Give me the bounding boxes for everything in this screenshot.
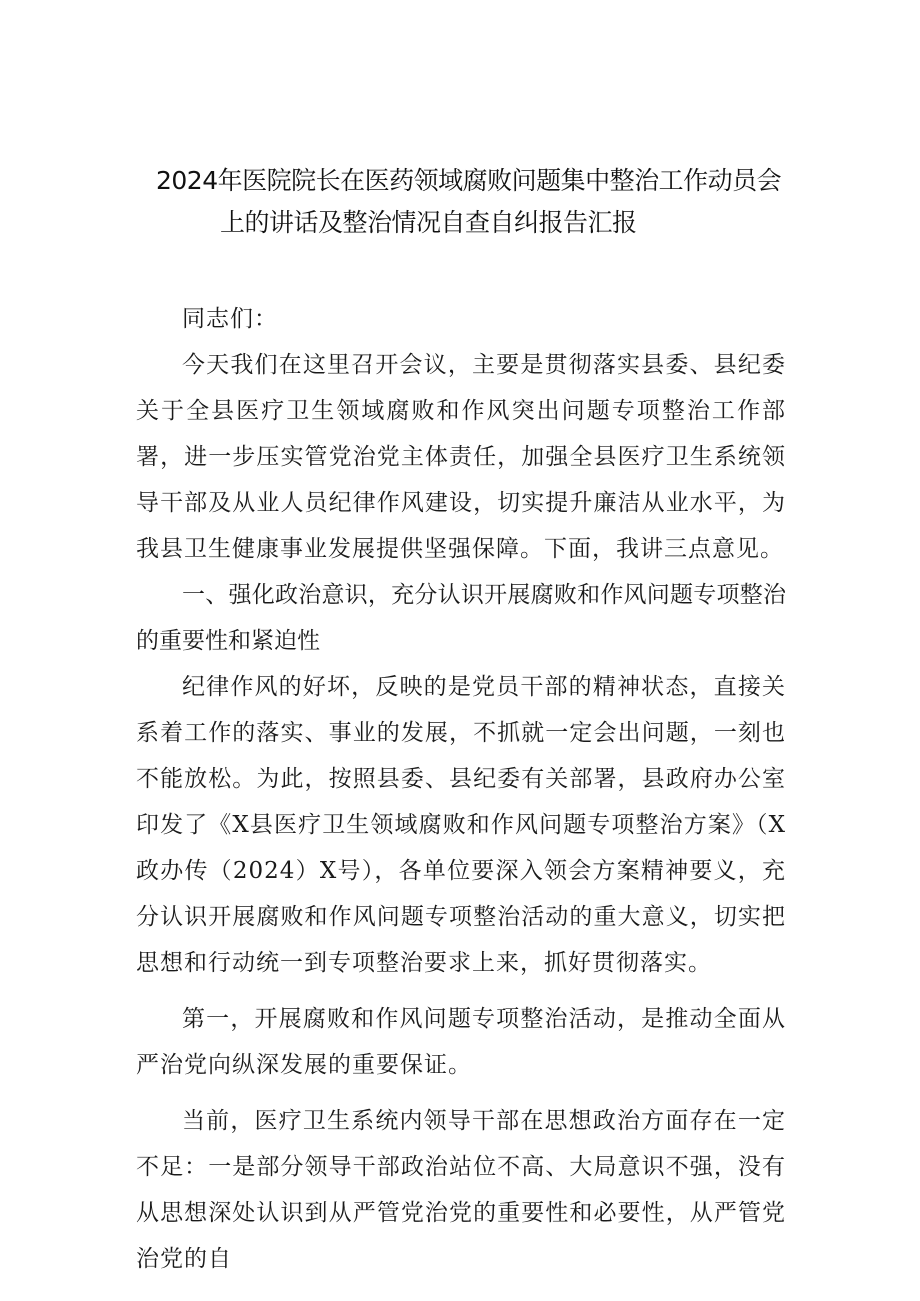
- greeting: 同志们：: [182, 306, 278, 332]
- section-heading-1: 一、强化政治意识，充分认识开展腐败和作风问题专项整治的重要性和紧迫性: [136, 582, 786, 654]
- paragraph-intro: 今天我们在这里召开会议，主要是贯彻落实县委、县纪委关于全县医疗卫生领域腐败和作风突出问题专项整治工作部署，进一步压实管党治党主体责任，加强全县医疗卫生系统领导干部及从业人员纪律作风建设，切实提升廉洁从业水平，为我县卫生健康事业发展提供坚强保障。下面，我讲三点意见。: [136, 352, 786, 562]
- document-body: [136, 296, 786, 1282]
- title-line-2: 上的讲话及整治情况自查自纠报告汇报: [220, 208, 637, 237]
- paragraph-current-issues: 当前，医疗卫生系统内领导干部在思想政治方面存在一定不足：一是部分领导干部政治站位不高、大局意识不强，没有从思想深处认识到从严管党治党的重要性和必要性，从严管党治党的自: [136, 1108, 786, 1272]
- paragraph-gap: [136, 1088, 786, 1098]
- paragraph-discipline: 纪律作风的好坏，反映的是党员干部的精神状态，直接关系着工作的落实、事业的发展，不抓就一定会出问题，一刻也不能放松。为此，按照县委、县纪委有关部署，县政府办公室印发了《X县医疗卫生领域腐败和作风问题专项整治方案》（X政办传（2024）X号），各单位要深入领会方案精神要义，充分认识开展腐败和作风问题专项整治活动的重大意义，切实把思想和行动统一到专项整治要求上来，抓好贯彻落实。: [136, 674, 786, 976]
- document-title: [130, 160, 810, 244]
- paragraph-point-1: 第一，开展腐败和作风问题专项整治活动，是推动全面从严治党向纵深发展的重要保证。: [136, 1006, 786, 1078]
- title-line-1: 2024年医院院长在医药领域腐败问题集中整治工作动员会: [156, 166, 782, 195]
- paragraph-gap: [136, 986, 786, 996]
